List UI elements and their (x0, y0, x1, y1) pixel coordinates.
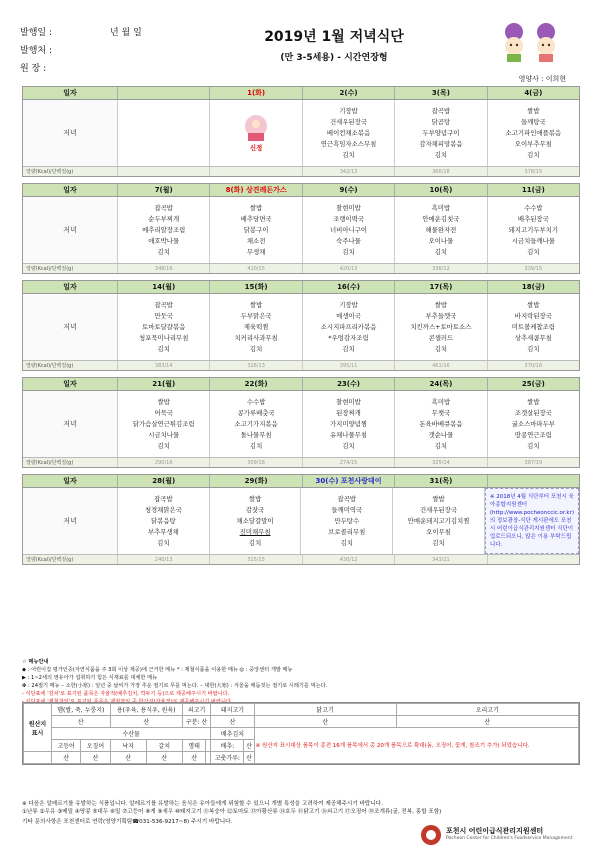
menu-item: 시금치나물 (148, 430, 180, 439)
menu-item: 진미채무침 (239, 527, 271, 536)
menu-item: 무챗국 (431, 408, 451, 417)
menu-item: 들깨미역국 (331, 505, 363, 514)
menu-row (23, 294, 579, 360)
day-label: 8(화) 상견례돈가스 (209, 184, 301, 196)
issuer-label: 발행처 : (20, 46, 52, 56)
kcal-value: 339/15 (487, 264, 579, 273)
kcal-value (487, 555, 579, 564)
menu-item: 돼지고기두부치기 (508, 225, 559, 234)
menu-item: 안매운돼지고기김치찜 (407, 516, 470, 525)
menu-cell (394, 391, 486, 457)
menu-item: 땅콩연근조림 (514, 430, 552, 439)
origin-pork: 돼지고기 (211, 704, 254, 716)
kcal-label: 열량(Kcal)/단백질(g) (26, 266, 74, 272)
menu-item: 가지미양념찜 (329, 419, 368, 428)
menu-item: 쌀밥 (527, 106, 540, 115)
notice-cell (484, 488, 579, 554)
day-label: 16(수) (302, 281, 394, 293)
menu-item: 된장찌개 (336, 408, 361, 417)
kcal-value (209, 167, 301, 176)
menu-cell (487, 197, 579, 263)
origin-label: 원산지 표시 (24, 704, 52, 752)
page-title: 2019년 1월 저녁식단 (264, 29, 404, 45)
menu-item: 김치 (434, 247, 448, 256)
menu-row (23, 100, 579, 166)
kcal-value: 325/14 (394, 458, 486, 467)
menu-item: 쌀밥 (434, 300, 448, 309)
dinner-label: 저녁 (23, 391, 117, 457)
kcal-value: 343/21 (394, 555, 486, 564)
kcal-value: 378/15 (487, 167, 579, 176)
menu-item: 오이부추무침 (514, 139, 552, 148)
menu-cell (302, 391, 394, 457)
menu-item: 순두부찌개 (148, 214, 180, 223)
menu-item: 감잣국 (245, 505, 265, 514)
menu-item: 김치 (248, 538, 262, 547)
menu-item: 무생채 (246, 247, 266, 256)
menu-item: 찰현미밥 (336, 203, 361, 212)
menu-item: 김치 (157, 247, 170, 256)
menu-item: 김치 (249, 344, 263, 353)
menu-item: 찰현미밥 (336, 397, 361, 406)
director-label: 원 장 : (20, 64, 47, 74)
page-subtitle: (만 3-5세용) - 시간연장형 (280, 53, 388, 63)
guide-line: ◆ : 어린이집 평가인증(자연식품을 주 3회 이상 제공)에 근거한 메뉴 * : 제철식품을 이용한 메뉴 ◎ : 중앙센터 개발 메뉴 (22, 667, 293, 673)
menu-cell (117, 197, 209, 263)
origin-cell: 산 (52, 716, 111, 728)
menu-item: 숙주나물 (336, 236, 361, 245)
date-header: 일자 (63, 380, 77, 388)
menu-cell (394, 294, 486, 360)
menu-item: 건새우된장국 (329, 117, 368, 126)
day-label (487, 475, 579, 487)
origin-item: 오징어 (81, 740, 110, 752)
kcal-value: 274/15 (302, 458, 394, 467)
menu-row (23, 197, 579, 263)
origin-cell (182, 716, 210, 728)
kcal-value (117, 167, 209, 176)
new-year-icon (239, 113, 273, 143)
menu-item: 치커리사과무침 (234, 333, 278, 342)
menu-item: 두부양념구이 (422, 128, 460, 137)
menu-row (23, 391, 579, 457)
menu-item: 김치 (527, 247, 540, 256)
day-label: 14(월) (117, 281, 209, 293)
date-row (23, 184, 579, 197)
menu-item: 닭곰탕 (431, 117, 451, 126)
menu-cell (209, 294, 301, 360)
day-label: 25(금) (487, 378, 579, 390)
contact-line: 기타 문의사항은 포천센터로 연락(영양기획팀☎031-536-9217~8) 주시기 바랍니다. (22, 819, 233, 825)
menu-item: 흑미밥 (431, 397, 451, 406)
menu-item: 해물완자전 (425, 225, 457, 234)
menu-cell (209, 197, 301, 263)
menu-item: 청포묵미나리무침 (139, 333, 189, 342)
menu-item: 들깨탕국 (520, 117, 546, 126)
week-block (22, 86, 580, 177)
kcal-value: 348/16 (117, 264, 209, 273)
menu-item: 김치 (157, 344, 170, 353)
kcal-value: 315/15 (209, 555, 301, 564)
kcal-row (23, 360, 579, 370)
menu-guide (22, 658, 580, 706)
menu-item: 유채나물무침 (329, 430, 368, 439)
menu-item: 오이나물 (428, 236, 454, 245)
origin-item: 낙지 (110, 740, 146, 752)
origin-cell: 산 (254, 716, 396, 728)
menu-cell (394, 197, 486, 263)
menu-item: 쌀밥 (432, 494, 445, 503)
dinner-label: 저녁 (23, 100, 117, 166)
menu-item: 너비아니구이 (329, 225, 368, 234)
menu-cell (487, 391, 579, 457)
kcal-value: 366/18 (394, 167, 486, 176)
kcal-value: 383/14 (117, 361, 209, 370)
origin-cell: 산 (396, 716, 578, 728)
kcal-value: 420/13 (302, 264, 394, 273)
kcal-value: 395/11 (302, 361, 394, 370)
menu-item: 소고기파인애플볶음 (505, 128, 562, 137)
origin-beef-sub: 햄(쌀, 죽, 누룽지) (52, 704, 111, 716)
menu-item: 상추새콤무침 (514, 333, 552, 342)
menu-item: 김치 (157, 441, 170, 450)
menu-item: 닭가슴살연근튀김조림 (132, 419, 195, 428)
kcal-label: 열량(Kcal)/단백질(g) (26, 169, 74, 175)
notice-box: ※ 2018년 4월 식단부터 포천시 육아종합지원센터 (http://www.pocheonccic.or.kr)의 정보광장-식단 게시판에도 포천시 어린이급식관리지원센터 식단이 업로드되오니, 많은 이용 부탁드립니다. (485, 488, 579, 554)
menu-cell (117, 488, 209, 554)
dietitian: 영양사 : 이희현 (518, 75, 566, 83)
guide-title: ☆ 메뉴안내 (22, 659, 49, 665)
kcal-value: 461/16 (394, 361, 486, 370)
kcal-label: 열량(Kcal)/단백질(g) (26, 460, 74, 466)
week-block (22, 280, 580, 371)
menu-item: 미트볼케찹조림 (511, 322, 555, 331)
dinner-label: 저녁 (23, 294, 117, 360)
menu-item: 부추무생채 (147, 527, 179, 536)
menu-cell (302, 294, 394, 360)
menu-item: 어묵국 (154, 408, 173, 417)
menu-item: 오이무침 (426, 527, 451, 536)
menu-cell (394, 100, 486, 166)
day-label: 22(화) (209, 378, 301, 390)
menu-item: 기장밥 (339, 300, 358, 309)
day-label: 23(수) (302, 378, 394, 390)
origin-item: 고등어 (52, 740, 81, 752)
kcal-value: 342/13 (302, 167, 394, 176)
menu-item: 쌀밥 (249, 203, 263, 212)
menu-item: 닭볶음탕 (151, 516, 176, 525)
guide-line: ▶ : 1~2세의 영유아가 섭취하기 힘든 식재료를 대체한 메뉴 (22, 675, 158, 681)
origin-sub: 구분: (185, 719, 200, 726)
holiday-label: 신정 (249, 143, 263, 152)
menu-item: 돈육바베큐볶음 (419, 419, 463, 428)
menu-item: 시금치들깨나물 (511, 236, 555, 245)
menu-item: 기장밥 (339, 106, 358, 115)
menu-item: 쌀밥 (157, 397, 170, 406)
menu-item: 쌀밥 (527, 397, 540, 406)
menu-cell (117, 100, 209, 166)
day-label (117, 87, 209, 99)
kcal-value: 328/13 (209, 361, 301, 370)
origin-table (22, 702, 580, 765)
menu-cell (302, 197, 394, 263)
issue-date-value: 년 월 일 (110, 28, 142, 38)
menu-item: 잡곡밥 (337, 494, 357, 503)
kcal-value: 240/13 (117, 555, 209, 564)
date-row (23, 281, 579, 294)
menu-item: 안매운김칫국 (422, 214, 460, 223)
menu-item: 채소전 (246, 236, 266, 245)
week-block (22, 183, 580, 274)
day-label: 3(목) (394, 87, 486, 99)
origin-cell: 산 (110, 716, 182, 728)
kcal-value: 430/12 (302, 555, 394, 564)
day-label: 30(수) 포천사랑데이 (302, 475, 394, 487)
day-label: 7(월) (117, 184, 209, 196)
menu-item: 채소달걀말이 (236, 516, 274, 525)
kcal-value: 336/12 (394, 264, 486, 273)
allergy-line: ※ 다음은 알레르기를 유발하는 식품입니다. 알레르기를 유발하는 음식은 유아들에게 위험할 수 있으니 개별 특성을 고려하여 제공해주시기 바랍니다. (22, 801, 383, 807)
menu-cell (487, 294, 579, 360)
menu-item: 배추된장국 (517, 214, 549, 223)
menu-item: 김치 (157, 538, 170, 547)
menu-item: 만두탕수 (334, 516, 360, 525)
menu-item: 김치 (527, 150, 540, 159)
menu-item: 소시지파프리카볶음 (320, 322, 377, 331)
menu-item: 잡곡밥 (154, 494, 173, 503)
origin-duck: 오리고기 (396, 704, 578, 716)
center-name: 포천시 어린이급식관리지원센터 (446, 827, 544, 835)
menu-item: 김치 (527, 344, 540, 353)
kcal-row (23, 554, 579, 564)
day-label: 21(월) (117, 378, 209, 390)
day-label: 15(화) (209, 281, 301, 293)
origin-cell: 산 (244, 740, 254, 752)
week-block (22, 377, 580, 468)
day-label: 17(목) (394, 281, 486, 293)
allergy-info (22, 800, 580, 826)
menu-item: 김치 (340, 538, 353, 547)
date-header: 일자 (63, 283, 77, 291)
origin-cell: 산 (81, 752, 110, 764)
day-label: 2(수) (302, 87, 394, 99)
menu-item: 김치 (434, 441, 448, 450)
menu-cell (117, 294, 209, 360)
menu-item: 부추들깻국 (425, 311, 457, 320)
menu-item: 조갯살된장국 (514, 408, 552, 417)
menu-item: 수수밥 (246, 397, 266, 406)
day-label: 4(금) (487, 87, 579, 99)
menu-item: 쌀밥 (527, 300, 540, 309)
menu-item: 소고기가지볶음 (234, 419, 278, 428)
kcal-value: 370/16 (487, 361, 579, 370)
menu-cell (487, 100, 579, 166)
menu-item: 흑미밥 (431, 203, 451, 212)
origin-note: ※ 원산지 표시대상 품목이 종전 16개 품목에서 총 20개 품목으로 확대(돔, 오징어, 꽃게, 참조기 추가) 되었습니다. (254, 728, 578, 764)
menu-item: 김치 (527, 441, 540, 450)
center-logo (420, 824, 580, 846)
date-row (23, 87, 579, 100)
menu-cell (117, 391, 209, 457)
kcal-label: 열량(Kcal)/단백질(g) (26, 557, 74, 563)
kcal-row (23, 166, 579, 176)
menu-item: 두부맑은국 (240, 311, 272, 320)
menu-item: 김치 (434, 344, 448, 353)
guide-line: - 식단표에 '제철과일'로 표기된 품목은 제철과일 중 한가지(자율적)로 제공해주시기 바랍니다. (22, 699, 233, 705)
week-block (22, 474, 580, 565)
day-label: 31(목) (394, 475, 486, 487)
menu-item: 조랭이떡국 (333, 214, 364, 223)
menu-item: 콩가루배춧국 (237, 408, 275, 417)
menu-item: 치킨까스+토마토소스 (410, 322, 472, 331)
menu-item: 쌀밥 (249, 300, 263, 309)
menu-item: 김치 (249, 441, 263, 450)
day-label: 24(목) (394, 378, 486, 390)
kcal-label: 열량(Kcal)/단백질(g) (26, 363, 74, 369)
menu-item: 토마토달걀볶음 (142, 322, 186, 331)
menu-item: 김치 (342, 247, 355, 256)
day-label: 10(목) (394, 184, 486, 196)
menu-item: 매생이국 (336, 311, 361, 320)
day-label: 1(화) (209, 87, 301, 99)
mascot-image (492, 20, 568, 64)
menu-item: 브로콜리무침 (328, 527, 366, 536)
origin-cell: 산 (146, 752, 182, 764)
origin-cell: 산 (52, 752, 81, 764)
kcal-row (23, 457, 579, 467)
menu-item: 김치 (342, 441, 355, 450)
guide-line: ✤ : 24절기 메뉴 – 소한(小寒) : 일년 중 날씨가 가장 추운 절기로 무를 먹는다. – 대한(大寒) : 겨울을 매듭짓는 절기로 시래기를 먹는다. (22, 683, 328, 689)
menu-cell (209, 488, 301, 554)
menu-item: 굴소스마파두부 (511, 419, 555, 428)
origin-cell: 산 (244, 752, 254, 764)
menu-item: 김치 (342, 344, 355, 353)
menu-item: 수수밥 (524, 203, 543, 212)
menu-item: 김치 (342, 150, 355, 159)
guide-line: - 식단표에 '김치'로 표기된 품목은 자율적(배추김치, 깍두기 등)으로 제공해주시기 바랍니다. (22, 691, 230, 697)
menu-item: 제육떡찜 (243, 322, 269, 331)
kcal-value: 290/16 (117, 458, 209, 467)
origin-beef-sub2: 용(우육, 용식우, 원육) (110, 704, 182, 716)
origin-kimchi-item: 배추: (211, 740, 244, 752)
date-row (23, 475, 579, 488)
date-header: 일자 (63, 186, 77, 194)
menu-item: 김치 (432, 538, 445, 547)
menu-item: 건새우된장국 (419, 505, 458, 514)
menu-cell (300, 488, 392, 554)
menu-cell (209, 391, 301, 457)
menu-cell (302, 100, 394, 166)
origin-item: 명태 (182, 740, 206, 752)
origin-cell: 산 (182, 752, 206, 764)
day-label: 18(금) (487, 281, 579, 293)
menu-item: 청경채맑은국 (144, 505, 182, 514)
menu-cell (209, 100, 301, 166)
issue-info (20, 24, 240, 78)
menu-grid (22, 86, 580, 571)
menu-item: 쌀밥 (248, 494, 262, 503)
menu-item: 잡곡밥 (154, 203, 173, 212)
origin-kimchi-item: 고춧가루: (211, 752, 244, 764)
menu-item: 갯순나물 (428, 430, 454, 439)
menu-item: 잡곡밥 (154, 300, 173, 309)
date-header: 일자 (63, 89, 77, 97)
day-label: 11(금) (487, 184, 579, 196)
menu-row (23, 488, 579, 554)
day-label: 29(화) (209, 475, 301, 487)
kcal-value: 387/19 (487, 458, 579, 467)
origin-beef: 쇠고기 (182, 704, 210, 716)
kcal-value: 410/15 (209, 264, 301, 273)
dinner-label: 저녁 (23, 488, 117, 554)
menu-item: 감자채피망볶음 (419, 139, 463, 148)
menu-item: 연근흑임자소스무침 (320, 139, 377, 148)
menu-item: 김치 (434, 150, 448, 159)
menu-item: 콘샐러드 (428, 333, 454, 342)
date-row (23, 378, 579, 391)
origin-cell: 산 (211, 716, 254, 728)
origin-kimchi: 배추김치 (211, 728, 254, 740)
kcal-value: 309/16 (209, 458, 301, 467)
menu-item: 바지락된장국 (514, 311, 552, 320)
menu-item: 배추당면국 (240, 214, 272, 223)
origin-item: 갈치 (146, 740, 182, 752)
kcal-row (23, 263, 579, 273)
header (14, 14, 586, 84)
menu-cell (392, 488, 484, 554)
menu-item: 잡곡밥 (431, 106, 451, 115)
menu-item: 메추리알장조림 (142, 225, 186, 234)
origin-chicken: 닭고기 (254, 704, 396, 716)
center-logo-icon (420, 824, 442, 846)
origin-cell: 산 (110, 752, 146, 764)
issue-date-label: 발행일 : (20, 28, 52, 38)
title-block (214, 26, 454, 63)
day-label: 9(수) (302, 184, 394, 196)
menu-item: 만둣국 (154, 311, 173, 320)
menu-item: 닭봉구이 (243, 225, 269, 234)
menu-item: 베이컨채소볶음 (326, 128, 371, 137)
dinner-label: 저녁 (23, 197, 117, 263)
center-name-en: Pocheon Center for Children's Foodservice Management (446, 836, 573, 841)
menu-item: 애호박나물 (148, 236, 180, 245)
allergy-line: ①난류 ②우유 ③메밀 ④땅콩 ⑤대두 ⑥밀 ⑦고등어 ⑧게 ⑨새우 ⑩돼지고기 ⑪복숭아 ⑫토마토 ⑬아황산류 ⑭호두 ⑮닭고기 ⑯쇠고기 ⑰오징어 ⑱조개류(굴, 전복, 홍합 포함) (22, 809, 442, 815)
origin-cell: 산 (201, 719, 208, 726)
origin-seafood: 수산물 (52, 728, 211, 740)
menu-item: *우엉감자조림 (328, 333, 369, 342)
date-header: 일자 (63, 477, 77, 485)
day-label: 28(월) (117, 475, 209, 487)
menu-item: 돌나물무침 (240, 430, 272, 439)
